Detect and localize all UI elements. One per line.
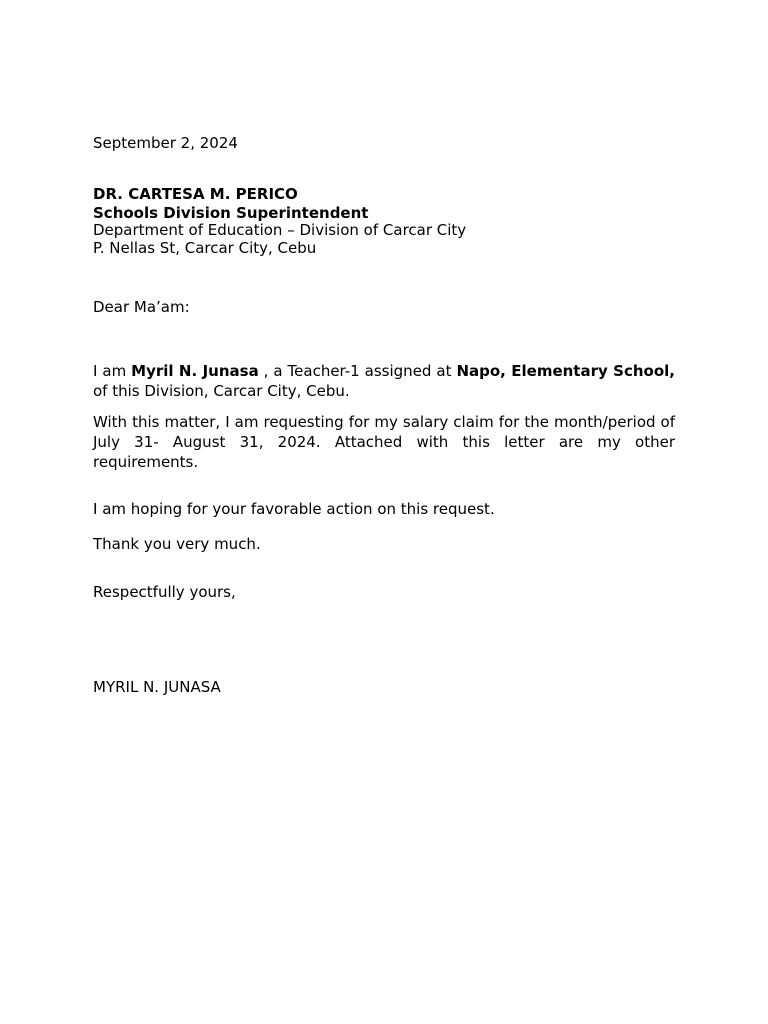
recipient-name: DR. CARTESA M. PERICO	[93, 185, 298, 203]
recipient-position: Schools Division Superintendent	[93, 204, 369, 222]
intro-teacher-name: Myril N. Junasa	[131, 362, 259, 380]
recipient-office: Department of Education – Division of Carcar City	[93, 221, 467, 239]
salutation: Dear Ma’am:	[93, 298, 190, 316]
intro-suffix: of this Division, Carcar City, Cebu.	[93, 382, 350, 400]
intro-prefix: I am	[93, 362, 132, 380]
letter-date: September 2, 2024	[93, 134, 238, 152]
paragraph-thanks: Thank you very much.	[93, 535, 261, 553]
intro-middle: , a Teacher-1 assigned at	[258, 362, 457, 380]
recipient-address: P. Nellas St, Carcar City, Cebu	[93, 239, 317, 257]
paragraph-hoping: I am hoping for your favorable action on this request.	[93, 500, 495, 518]
signature-name: MYRIL N. JUNASA	[93, 678, 221, 696]
closing: Respectfully yours,	[93, 583, 236, 601]
paragraph-introduction	[93, 361, 675, 401]
intro-school-name: Napo, Elementary School,	[456, 362, 676, 380]
paragraph-request: With this matter, I am requesting for my salary claim for the month/period of July 31- August 31, 2024. Attached with this letter are my other requirements.	[93, 413, 675, 471]
